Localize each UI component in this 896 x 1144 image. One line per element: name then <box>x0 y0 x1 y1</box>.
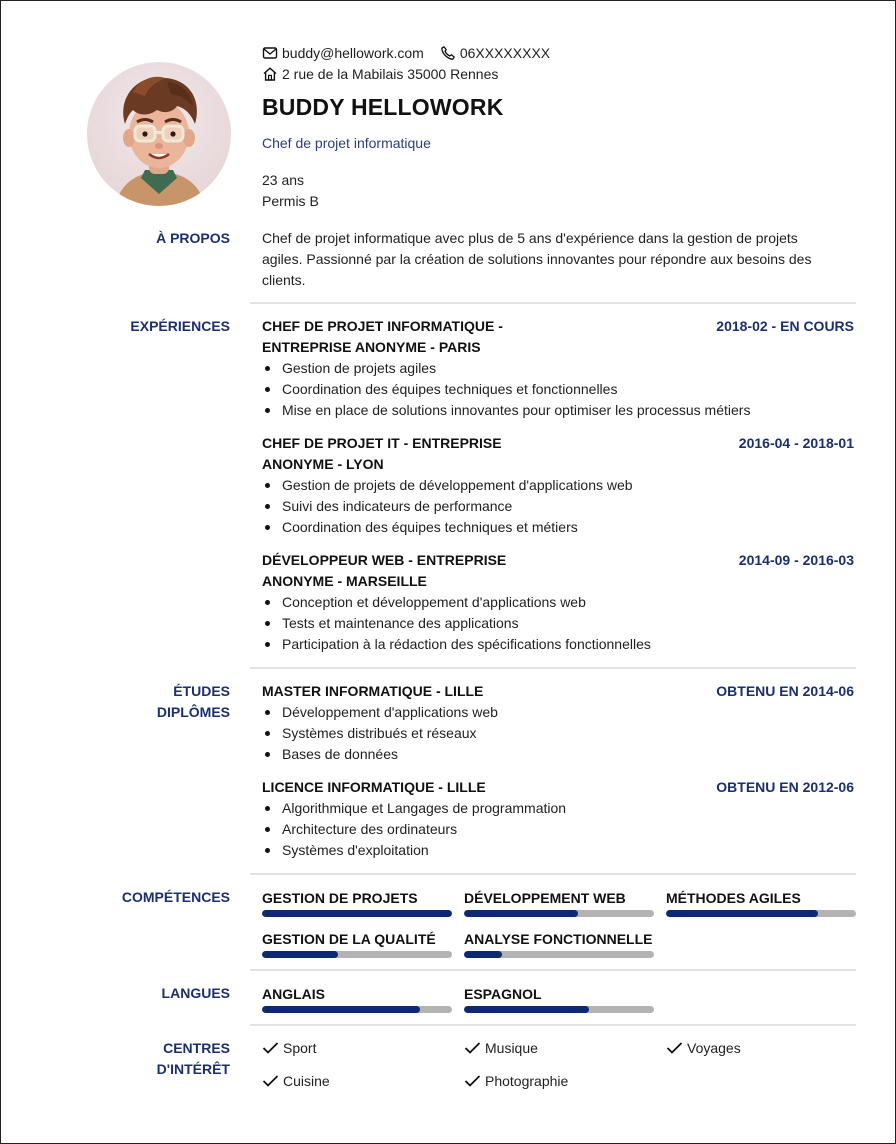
education-2-date: OBTENU EN 2012-06 <box>716 779 854 795</box>
label-line: D'INTÉRÊT <box>156 1061 230 1077</box>
avatar-illustration <box>87 62 231 206</box>
languages-label: LANGUES <box>161 985 230 1001</box>
section-divider <box>250 1024 856 1026</box>
skill-bar-fill <box>262 951 338 958</box>
experience-2-date: 2016-04 - 2018-01 <box>738 435 854 451</box>
education-label <box>88 681 230 723</box>
phone-text: 06XXXXXXXX <box>459 45 551 61</box>
skill-bar <box>464 910 654 917</box>
email-text: buddy@hellowork.com <box>282 45 424 61</box>
driving-license: Permis B <box>262 193 319 209</box>
skill-item <box>262 930 452 958</box>
about-label: À PROPOS <box>156 230 230 246</box>
list-item: Conception et développement d'applications web <box>262 592 651 613</box>
list-item: Tests et maintenance des applications <box>262 613 651 634</box>
experience-1-bullets <box>262 358 750 421</box>
interest-label: Voyages <box>687 1040 741 1056</box>
language-name: ANGLAIS <box>262 986 325 1002</box>
skill-bar <box>666 910 856 917</box>
skill-item <box>464 930 654 958</box>
education-2-bullets <box>262 798 566 861</box>
list-item: Coordination des équipes techniques et métiers <box>262 517 633 538</box>
title-line: DÉVELOPPEUR WEB - ENTREPRISE <box>262 552 507 568</box>
skill-bar-fill <box>262 910 452 917</box>
mail-icon <box>262 45 278 61</box>
address-row <box>262 66 514 82</box>
skill-item <box>464 889 654 917</box>
experience-2-bullets <box>262 475 633 538</box>
age: 23 ans <box>262 172 305 188</box>
section-divider <box>250 667 856 669</box>
label-line: DIPLÔMES <box>156 704 230 720</box>
skill-name: ANALYSE FONCTIONNELLE <box>464 931 653 947</box>
skill-name: GESTION DE LA QUALITÉ <box>262 931 436 947</box>
check-icon <box>262 1074 279 1088</box>
interest-item <box>262 1040 316 1056</box>
list-item: Coordination des équipes techniques et fonctionnelles <box>262 379 750 400</box>
experience-2-title <box>262 433 502 475</box>
email-contact[interactable] <box>262 45 424 61</box>
skill-bar <box>464 951 654 958</box>
label-line: CENTRES <box>163 1040 230 1056</box>
interest-label: Sport <box>283 1040 317 1056</box>
check-icon <box>262 1041 279 1055</box>
skill-item <box>666 889 856 917</box>
list-item: Architecture des ordinateurs <box>262 819 566 840</box>
section-divider <box>250 969 856 971</box>
list-item: Mise en place de solutions innovantes pour optimiser les processus métiers <box>262 400 750 421</box>
about-line: clients. <box>262 272 306 288</box>
section-divider <box>250 873 856 875</box>
interest-label: Musique <box>485 1040 538 1056</box>
about-line: Chef de projet informatique avec plus de 5 ans d'expérience dans la gestion de projets <box>262 230 798 246</box>
about-line: agiles. Passionné par la création de solutions innovantes pour répondre aux besoins des <box>262 251 812 267</box>
education-1-date: OBTENU EN 2014-06 <box>716 683 854 699</box>
experience-3-title <box>262 550 506 592</box>
check-icon <box>464 1041 481 1055</box>
address-contact <box>262 66 498 82</box>
skill-bar <box>262 951 452 958</box>
education-1-bullets <box>262 702 498 765</box>
list-item: Développement d'applications web <box>262 702 498 723</box>
interest-item <box>262 1073 330 1089</box>
list-item: Algorithmique et Langages de programmation <box>262 798 566 819</box>
language-bar <box>464 1006 654 1013</box>
list-item: Gestion de projets agiles <box>262 358 750 379</box>
list-item: Systèmes distribués et réseaux <box>262 723 498 744</box>
interest-item <box>464 1073 568 1089</box>
education-1-title: MASTER INFORMATIQUE - LILLE <box>262 683 484 699</box>
phone-icon <box>440 45 456 61</box>
skill-name: DÉVELOPPEMENT WEB <box>464 890 626 906</box>
candidate-name: BUDDY HELLOWORK <box>262 94 504 120</box>
title-line: ENTREPRISE ANONYME - PARIS <box>262 339 481 355</box>
skill-bar-fill <box>666 910 818 917</box>
address-text: 2 rue de la Mabilais 35000 Rennes <box>282 66 499 82</box>
education-2-title: LICENCE INFORMATIQUE - LILLE <box>262 779 486 795</box>
language-bar-fill <box>262 1006 420 1013</box>
list-item: Systèmes d'exploitation <box>262 840 566 861</box>
skill-bar-fill <box>464 910 578 917</box>
about-text <box>262 228 811 291</box>
experiences-label: EXPÉRIENCES <box>130 318 230 334</box>
skill-item <box>262 889 452 917</box>
skill-bar-fill <box>464 951 502 958</box>
avatar <box>87 62 231 206</box>
interest-label: Photographie <box>485 1073 569 1089</box>
title-line: CHEF DE PROJET INFORMATIQUE - <box>262 318 503 334</box>
job-title: Chef de projet informatique <box>262 135 431 151</box>
list-item: Participation à la rédaction des spécifications fonctionnelles <box>262 634 651 655</box>
section-divider <box>250 302 856 304</box>
contact-row <box>262 45 566 61</box>
experience-3-date: 2014-09 - 2016-03 <box>738 552 854 568</box>
phone-contact[interactable] <box>440 45 550 61</box>
interest-item <box>464 1040 538 1056</box>
experience-1-title <box>262 316 503 358</box>
skill-name: GESTION DE PROJETS <box>262 890 418 906</box>
skill-bar <box>262 910 452 917</box>
skill-name: MÉTHODES AGILES <box>666 890 801 906</box>
list-item: Bases de données <box>262 744 498 765</box>
interests-label <box>88 1038 230 1080</box>
language-bar <box>262 1006 452 1013</box>
home-icon <box>262 66 278 82</box>
language-name: ESPAGNOL <box>464 986 542 1002</box>
list-item: Suivi des indicateurs de performance <box>262 496 633 517</box>
check-icon <box>666 1041 683 1055</box>
title-line: CHEF DE PROJET IT - ENTREPRISE <box>262 435 502 451</box>
check-icon <box>464 1074 481 1088</box>
title-line: ANONYME - MARSEILLE <box>262 573 427 589</box>
label-line: ÉTUDES <box>173 683 230 699</box>
title-line: ANONYME - LYON <box>262 456 384 472</box>
experience-1-date: 2018-02 - EN COURS <box>716 318 854 334</box>
language-item <box>262 985 452 1013</box>
interest-item <box>666 1040 741 1056</box>
list-item: Gestion de projets de développement d'applications web <box>262 475 633 496</box>
language-bar-fill <box>464 1006 589 1013</box>
interest-label: Cuisine <box>283 1073 330 1089</box>
experience-3-bullets <box>262 592 651 655</box>
language-item <box>464 985 654 1013</box>
skills-label: COMPÉTENCES <box>121 889 230 905</box>
